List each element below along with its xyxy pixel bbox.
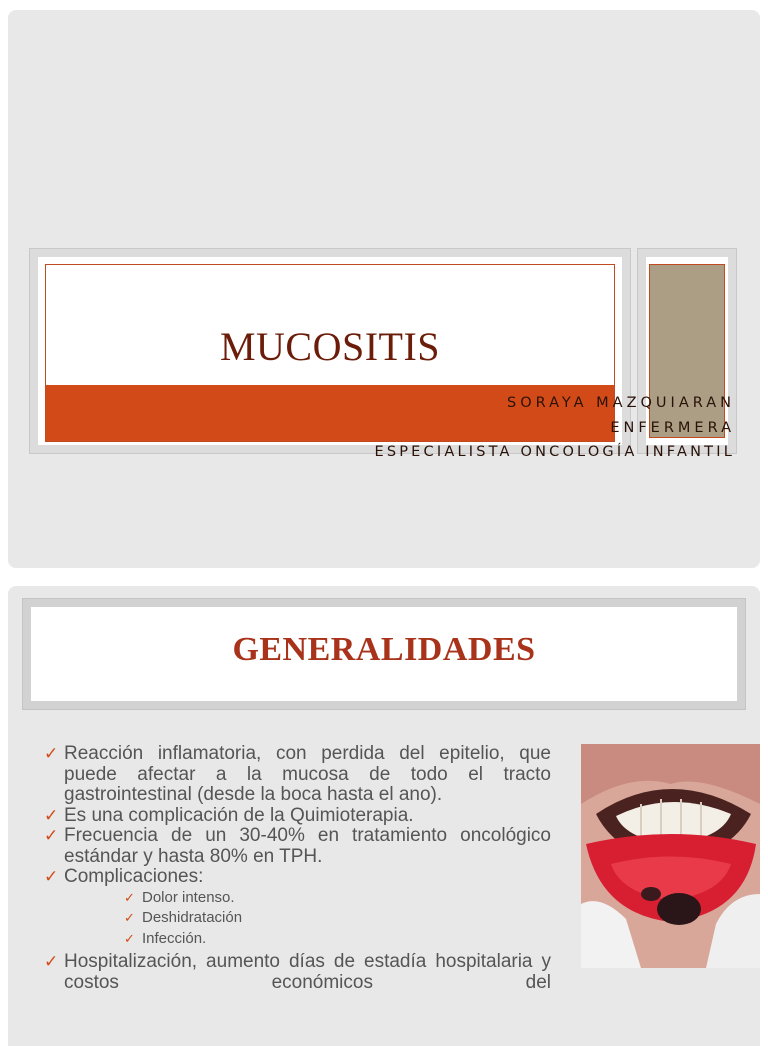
mucositis-photo	[581, 744, 760, 968]
check-icon: ✓	[124, 930, 135, 946]
sub-list-item: ✓ Infección.	[44, 929, 551, 950]
author-name: SORAYA MAZQUIARAN	[507, 395, 735, 411]
slide-heading: GENERALIDADES	[232, 631, 536, 668]
list-item: ✓ Complicaciones:	[44, 866, 204, 887]
check-icon: ✓	[44, 744, 59, 763]
author-role: ENFERMERA	[610, 420, 735, 436]
slide-title: MUCOSITIS	[219, 324, 441, 369]
title-slide	[8, 10, 760, 568]
check-icon: ✓	[44, 952, 59, 971]
list-item: ✓ Hospitalización, aumento días de estadía hospitalaria y costos económicos del	[44, 951, 551, 993]
title-accent-band	[46, 385, 614, 441]
title-frame	[29, 248, 631, 454]
list-item: ✓ Frecuencia de un 30-40% en tratamiento oncológico estándar y hasta 80% en TPH.	[44, 825, 551, 867]
sub-list-item: ✓ Dolor intenso.	[44, 888, 551, 909]
content-slide	[8, 586, 760, 1046]
check-icon: ✓	[124, 910, 135, 925]
check-icon: ✓	[44, 867, 59, 886]
sub-list-item: ✓ Deshidratación	[44, 908, 551, 929]
list-item: ✓ Reacción inflamatoria, con perdida del epitelio, que puede afectar a la mucosa de todo el tracto gastrointestinal (desde la boca hasta el ano).	[44, 743, 551, 805]
side-accent-box	[649, 264, 725, 438]
check-icon: ✓	[44, 826, 59, 845]
title-card	[45, 264, 615, 442]
list-item: ✓ Es una complicación de la Quimioterapia.	[44, 804, 414, 826]
heading-frame	[22, 598, 746, 710]
check-icon: ✓	[124, 889, 135, 905]
bullet-list	[44, 744, 551, 993]
check-icon: ✓	[44, 805, 59, 825]
author-specialty: ESPECIALISTA ONCOLOGÍA INFANTIL	[374, 444, 735, 460]
